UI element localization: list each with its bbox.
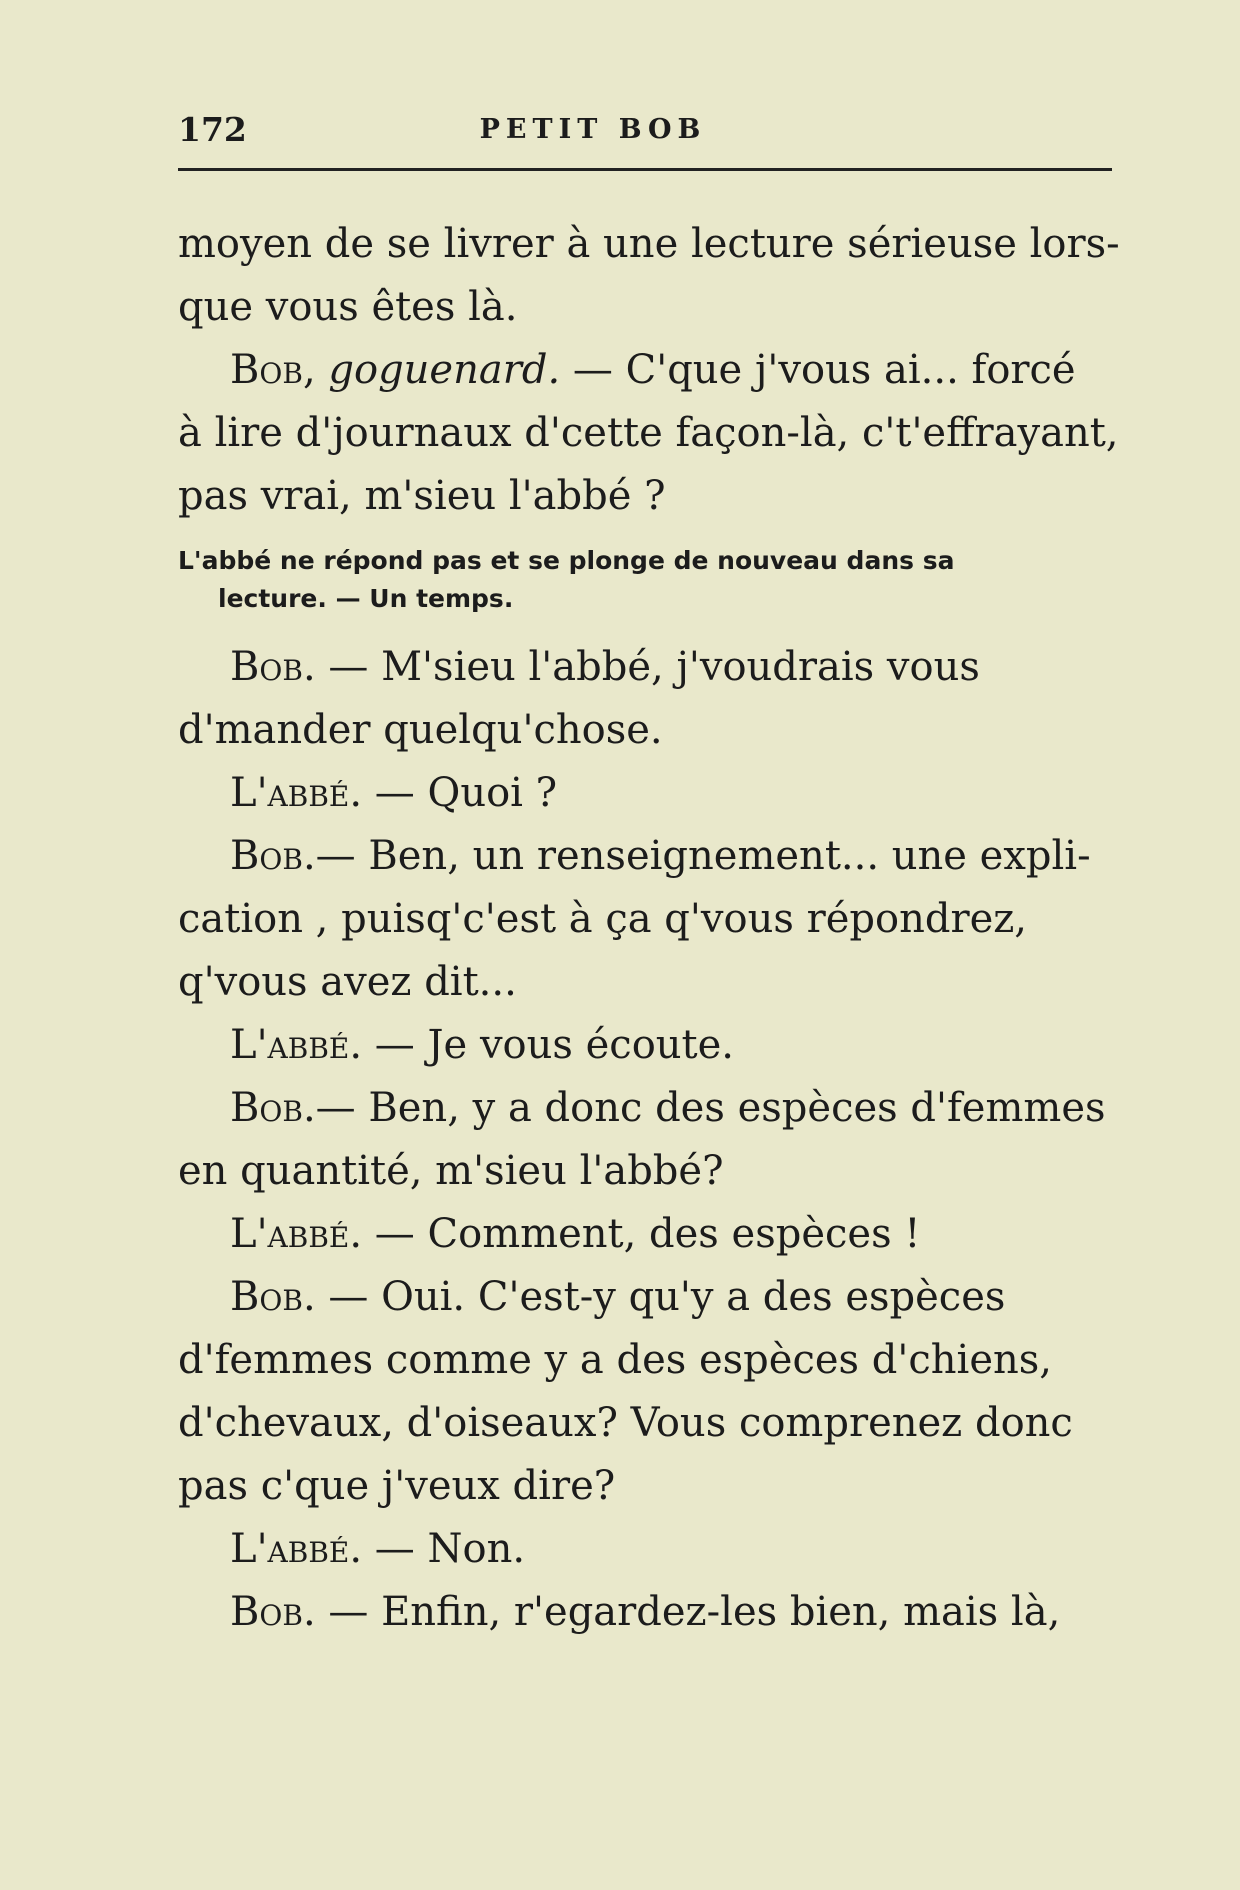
page-number: 172 [178,110,247,149]
speaker-name: Bob [230,347,303,393]
dialogue-text: . — Non. [349,1526,526,1572]
text-line: d'femmes comme y a des espèces d'chiens, [178,1337,1053,1383]
dialogue-line [178,1581,1118,1644]
text-line: q'vous avez dit... [178,959,517,1005]
speaker-name: Bob [230,1085,303,1131]
separator: , [302,347,329,393]
text-line: cation , puisq'c'est à ça q'vous répondrez, [178,896,1028,942]
speaker-name: L'abbé [230,1526,350,1572]
text-line: pas c'que j'veux dire? [178,1463,616,1509]
speaker-name: L'abbé [230,1022,350,1068]
speaker-name: L'abbé [230,1211,350,1257]
dialogue-text: .— Ben, un renseignement... une expli- [302,833,1091,879]
text-line: à lire d'journaux d'cette façon-là, c't'effrayant, [178,410,1119,456]
dialogue-text: . — Je vous écoute. [349,1022,735,1068]
dialogue-text: — C'que j'vous ai... forcé [560,347,1076,393]
dialogue-text: . — Comment, des espèces ! [349,1211,921,1257]
stage-direction-line: lecture. — Un temps. [218,584,514,613]
speaker-name: Bob [230,1589,303,1635]
speaker-name: Bob [230,1274,303,1320]
dialogue-line [178,1518,1118,1581]
page-body [178,213,1118,1644]
dialogue-line [178,1266,1118,1329]
header-rule [178,168,1112,171]
text-line: moyen de se livrer à une lecture sérieuse lors- [178,221,1120,267]
dialogue-line [178,339,1118,402]
dialogue-line [178,825,1118,888]
dialogue-line [178,1077,1118,1140]
speaker-name: L'abbé [230,770,350,816]
text-line: pas vrai, m'sieu l'abbé ? [178,473,666,519]
speaker-name: Bob [230,833,303,879]
speaker-name: Bob [230,644,303,690]
stage-manner: goguenard. [328,347,561,393]
text-line: d'mander quelqu'chose. [178,707,663,753]
running-title: PETIT BOB [479,114,707,145]
dialogue-text: . — M'sieu l'abbé, j'voudrais vous [302,644,980,690]
dialogue-text: . — Oui. C'est-y qu'y a des espèces [302,1274,1006,1320]
text-line: en quantité, m'sieu l'abbé? [178,1148,724,1194]
dialogue-line [178,762,1118,825]
dialogue-line [178,1014,1118,1077]
page-header [178,110,1112,154]
dialogue-line [178,1203,1118,1266]
stage-direction [178,542,1118,618]
dialogue-line [178,636,1118,699]
dialogue-text: . — Enfin, r'egardez-les bien, mais là, [302,1589,1061,1635]
stage-direction-line: L'abbé ne répond pas et se plonge de nouveau dans sa [178,546,955,575]
dialogue-text: .— Ben, y a donc des espèces d'femmes [302,1085,1106,1131]
text-line: d'chevaux, d'oiseaux? Vous comprenez donc [178,1400,1073,1446]
text-line: que vous êtes là. [178,284,518,330]
dialogue-text: . — Quoi ? [349,770,558,816]
